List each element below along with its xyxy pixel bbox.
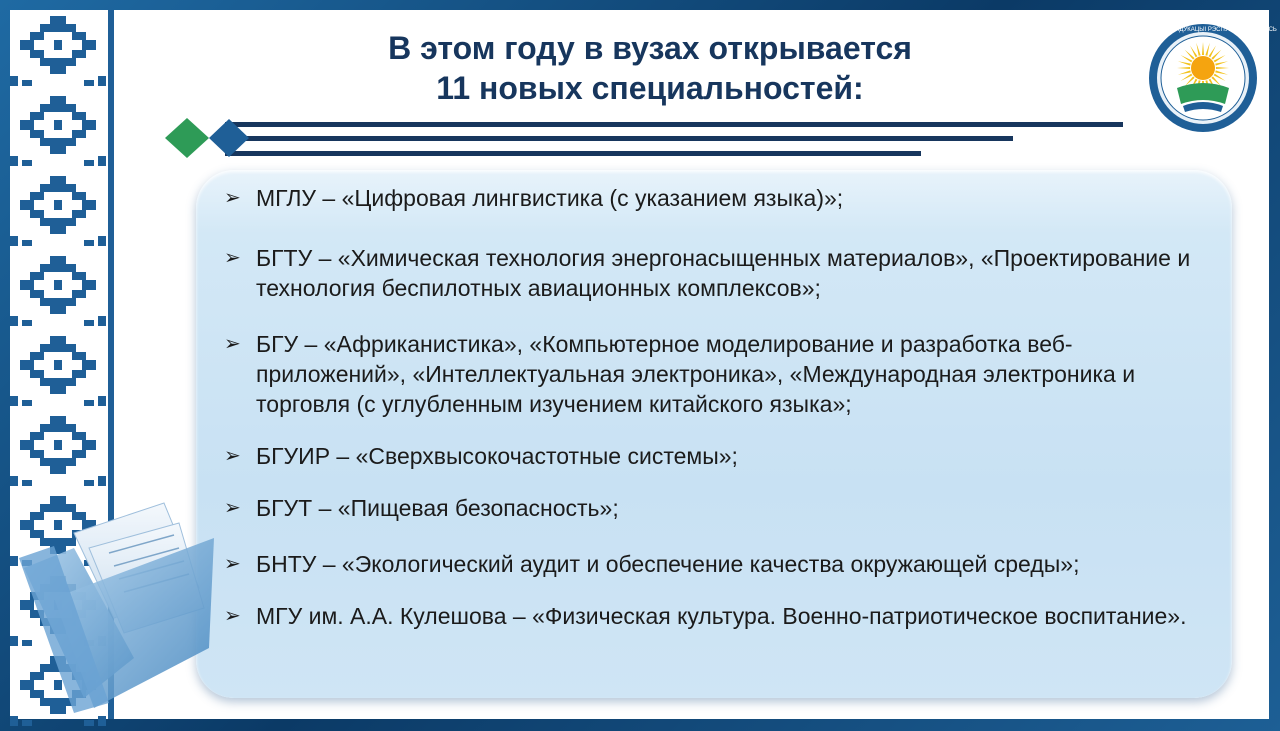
item-text: БГУ – «Африканистика», «Компьютерное моделирование и разработка веб-приложений», «Интеллектуальная электроника», «Международная электроника и торговля (с углубленным изучением китайского языка»; [256,331,1136,417]
list-item [220,183,1210,213]
slide-title [250,28,1050,108]
list-item [220,549,1210,579]
list-item [220,441,1210,471]
list-item [220,243,1210,303]
slide [10,10,1277,719]
item-text: БГУИР – «Сверхвысокочастотные системы»; [256,443,738,469]
arrow-bullet-icon: ➢ [224,333,241,355]
item-text: БГУТ – «Пищевая безопасность»; [256,495,619,521]
arrow-bullet-icon: ➢ [224,553,241,575]
list-item [220,329,1210,419]
item-text: БНТУ – «Экологический аудит и обеспечение качества окружающей среды»; [256,551,1080,577]
decorative-lines [165,114,1125,164]
arrow-bullet-icon: ➢ [224,605,241,627]
emblem-text: МІНІСТЭРСТВА АДУКАЦЫІ РЭСПУБЛІКІ БЕЛАРУСЬ [1129,27,1277,33]
item-text: МГУ им. А.А. Кулешова – «Физическая культура. Военно-патриотическое воспитание». [256,603,1187,629]
ministry-emblem-icon [1129,22,1277,134]
list-item [220,493,1210,523]
title-line-2: 11 новых специальностей: [436,70,864,106]
arrow-bullet-icon: ➢ [224,445,241,467]
list-item [220,601,1210,631]
specialties-list [220,180,1210,631]
arrow-bullet-icon: ➢ [224,247,241,269]
arrow-bullet-icon: ➢ [224,497,241,519]
item-text: БГТУ – «Химическая технология энергонасыщенных материалов», «Проектирование и технология беспилотных авиационных комплексов»; [256,245,1191,301]
folder-documents-icon [14,498,224,718]
title-line-1: В этом году в вузах открывается [388,30,912,66]
green-diamond-icon [165,118,209,158]
item-text: МГЛУ – «Цифровая лингвистика (с указанием языка)»; [256,185,844,211]
arrow-bullet-icon: ➢ [224,187,241,209]
